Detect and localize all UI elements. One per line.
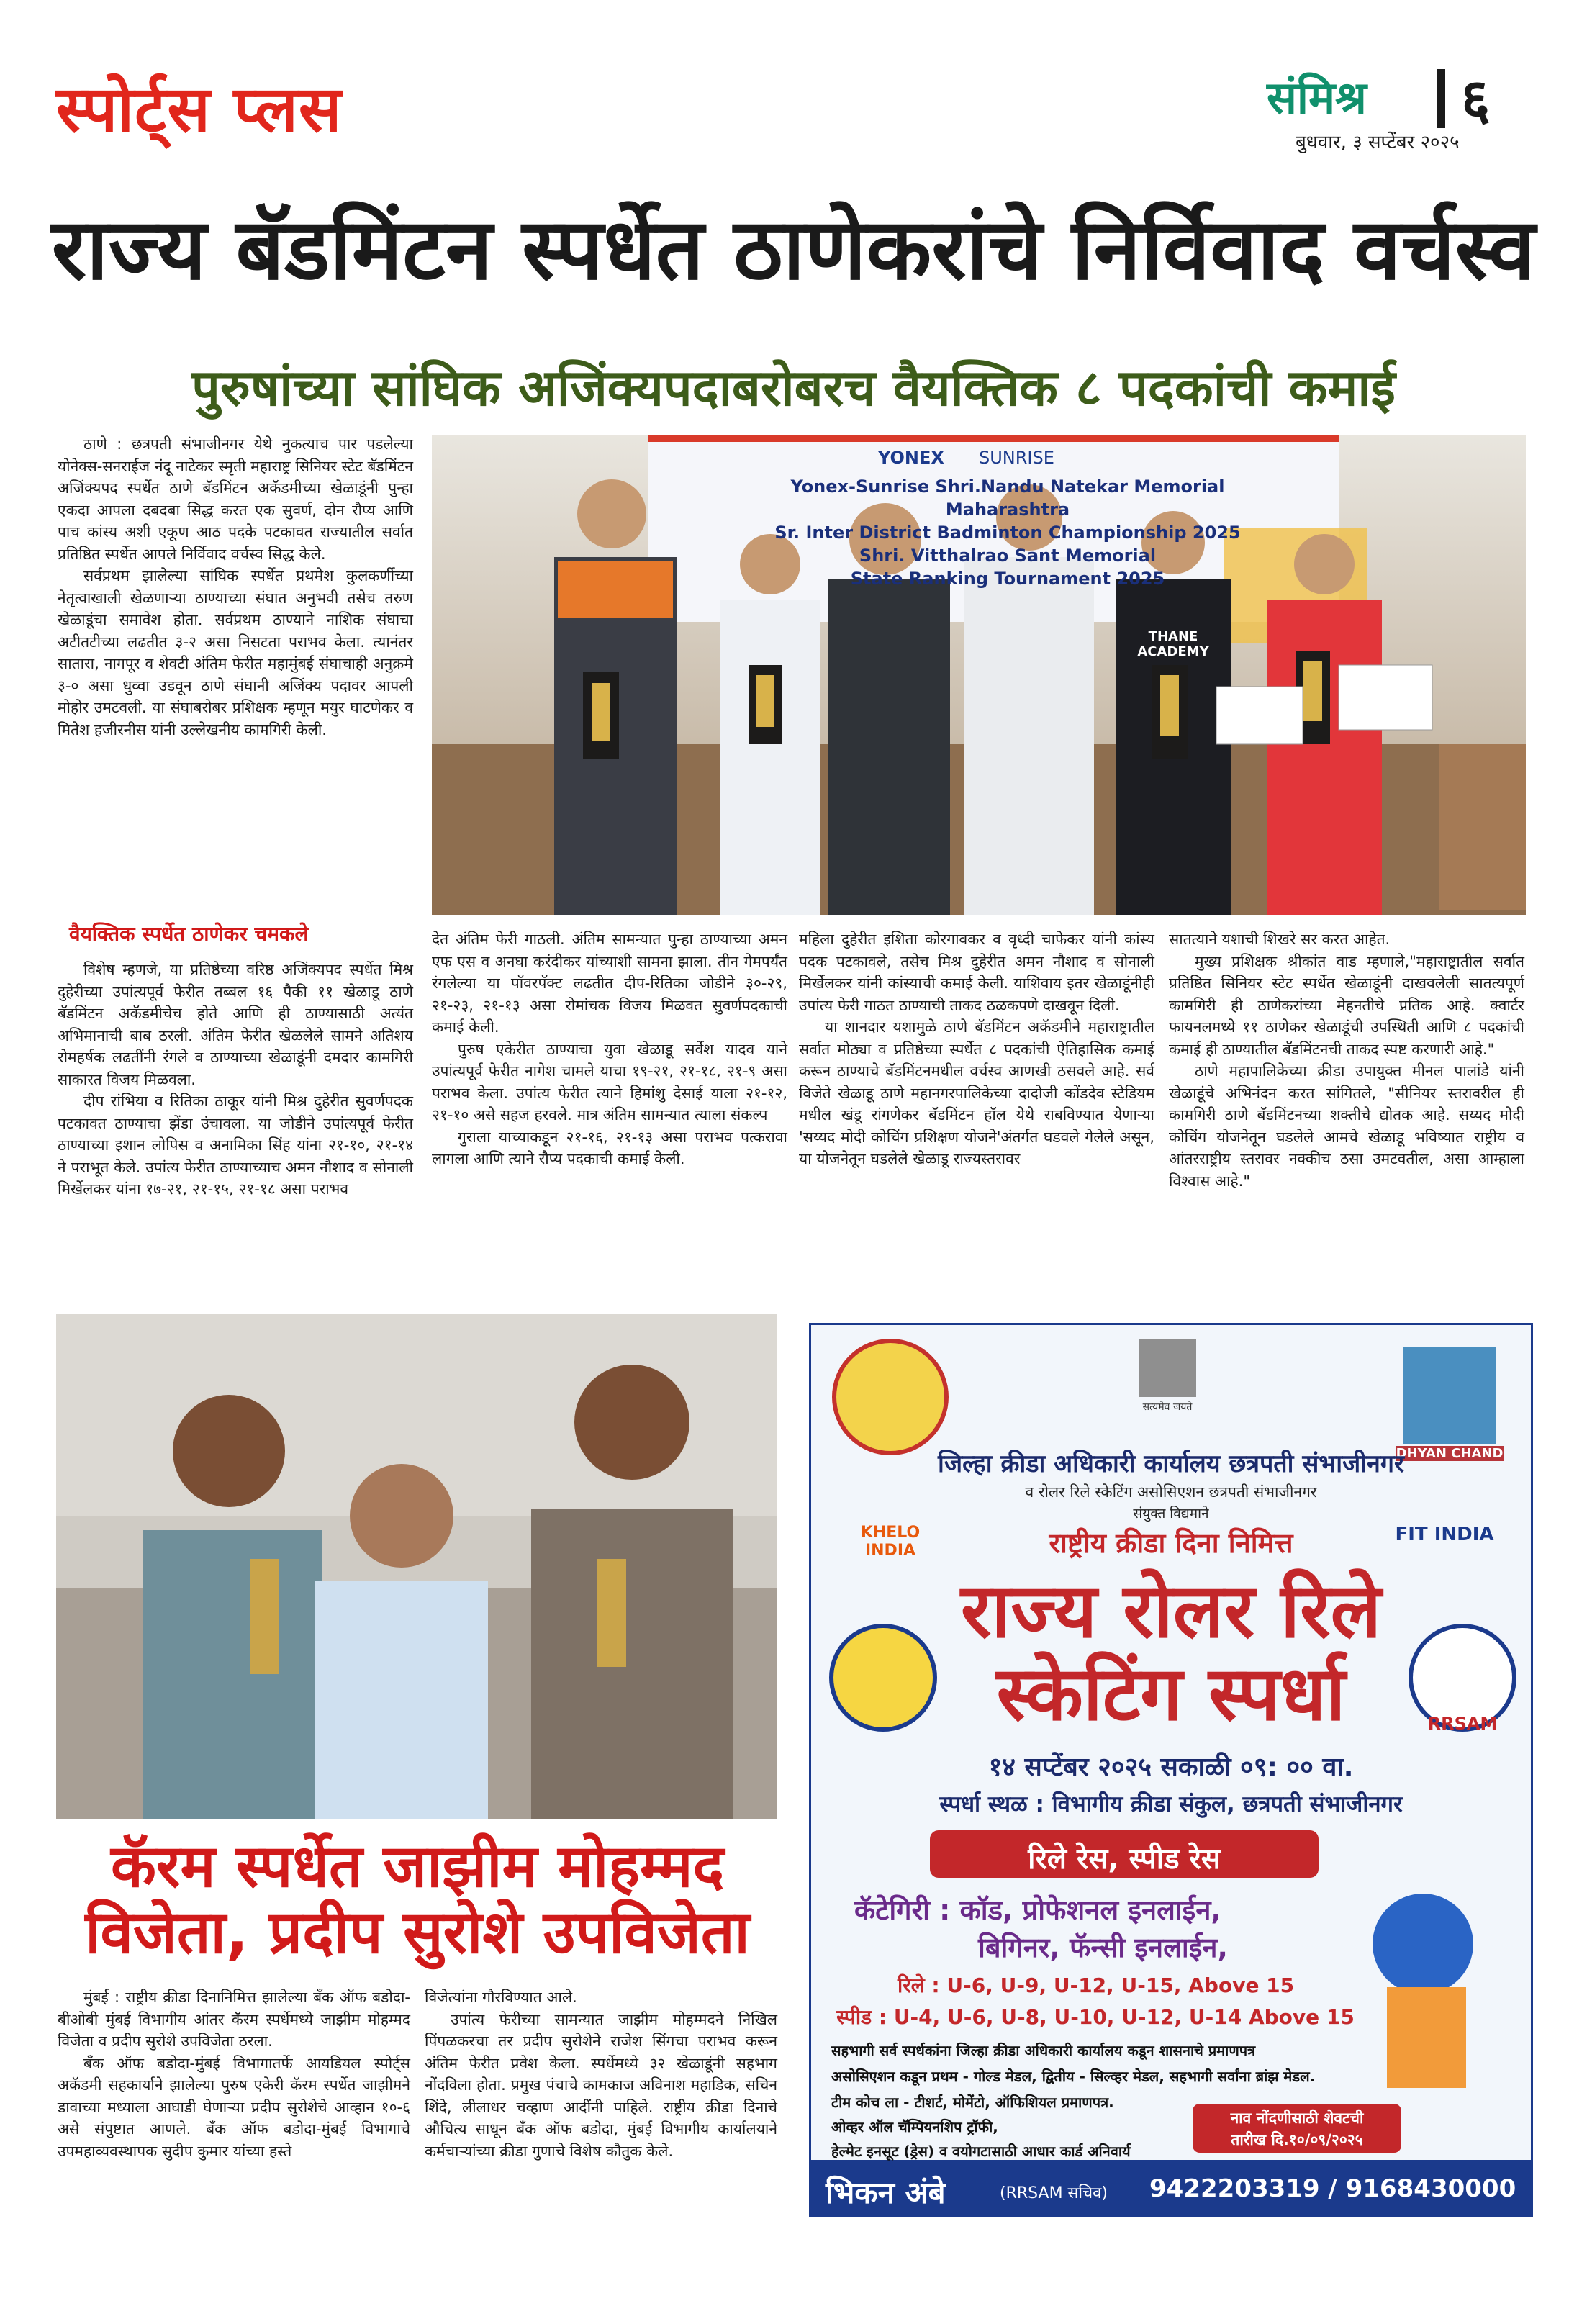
- dateline: बुधवार, ३ सप्टेंबर २०२५: [1296, 132, 1460, 153]
- paragraph: गुराला याच्याकडून २१-१६, २१-१३ असा पराभव पत्करावा लागला आणि त्याने रौप्य पदकाची कमाई केली.: [432, 1128, 787, 1167]
- sponsor-yonex: YONEX: [878, 448, 944, 468]
- poster-joint: संयुक्त विद्यमाने: [1133, 1506, 1209, 1522]
- skating-event-poster: [809, 1323, 1533, 2217]
- paragraph: ठाणे महापालिकेच्या क्रीडा उपायुक्त मीनल पालांडे यांनी खेळाडूंचे अभिनंदन करत सांगितले, "सीनियर स्तरावरील ही कामगिरी ठाणे बॅडमिंटनच्या शक्तीचे द्योतक आहे. सय्यद मोदी कोचिंग योजनेतून घडलेले आमचे खेळाडू भविष्यात राष्ट्रीय व आंतरराष्ट्रीय स्तरावर नक्कीच ठसा उमटवतील, असा आम्हाला विश्वास आहे.": [1169, 1062, 1524, 1190]
- masthead-divider: [1437, 69, 1445, 128]
- paragraph: दीप रांभिया व रितिका ठाकूर यांनी मिश्र दुहेरीत सुवर्णपदक पटकावत ठाण्याचा झेंडा उंचावला. या जोडीने उपांत्यपूर्व फेरीत ठाण्याच्या इशान लोपिस व अनामिका सिंह यांना २१-१०, २१-१४ ने पराभूत केले. उपांत्य फेरीत ठाण्याच्याच अमन नौशाद व सोनाली मिर्खेलकर यांना १७-२१, २१-१५, २१-१८ असा पराभव: [58, 1093, 413, 1198]
- poster-occasion: राष्ट्रीय क्रीडा दिना निमित्त: [1049, 1527, 1293, 1559]
- poster-relay-ages: रिले : U-6, U-9, U-12, U-15, Above 15: [898, 1973, 1295, 1997]
- paragraph: पुरुष एकेरीत ठाण्याचा युवा खेळाडू सर्वेश यादव याने उपांत्यपूर्व फेरीत नागेश चामले याचा १९-२१, २१-१८, २१-९ असा पराभव केला. उपांत्य फेरीत त्याने हिमांशु देसाई याला २१-१२, २१-१० असे सहज हरवले. मात्र अंतिम सामन्यात त्याला संकल्प: [432, 1040, 787, 1123]
- page-number: ६: [1461, 68, 1491, 132]
- paragraph: बँक ऑफ बडोदा-मुंबई विभागातर्फे आयडियल स्पोर्ट्स अकॅडमी सहकार्याने झालेल्या पुरुष एकेरी कॅरम स्पर्धेत जाझीमने डावाच्या मध्याला आघाडी घेणाऱ्या प्रदीप सुरोशेचे आव्हान १०-६ असे संपुष्टात आणले. बँक ऑफ बडोदा-मुंबई विभागाचे उपमहाव्यवस्थापक सुदीप कुमार यांच्या हस्ते: [58, 2054, 410, 2160]
- paragraph: सातत्याने यशाची शिखरे सर करत आहेत.: [1169, 931, 1391, 948]
- poster-category-line2: बिगिनर, फॅन्सी इनलाईन,: [978, 1932, 1228, 1963]
- poster-category-line1: कॅटेगिरी : कॉड, प्रोफेशनल इनलाईन,: [854, 1894, 1221, 1926]
- paragraph: देत अंतिम फेरी गाठली. अंतिम सामन्यात पुन्हा ठाण्याच्या अमन एफ एस व अनघा करंदीकर यांच्याशी सामना झाला. तीन गेमपर्यंत रंगलेल्या या पॉवरपॅक्ट लढतीत दीप-रितिका जोडीने ३०-२९, २१-२३, २१-१३ असा रोमांचक विजय मिळवत सुवर्णपदकाची कमाई केली.: [432, 931, 787, 1036]
- poster-venue: स्पर्धा स्थळ : विभागीय क्रीडा संकुल, छत्रपती संभाजीनगर: [939, 1791, 1403, 1817]
- paragraph: मुख्य प्रशिक्षक श्रीकांत वाड म्हणाले,"महाराष्ट्रातील सर्वात प्रतिष्ठित सिनियर स्टेट स्पर्धेत खेळाडूंनी दाखवलेली सातत्यपूर्ण कामगिरी ही ठाणेकरांच्या मेहनतीचे प्रतिक आहे. क्वार्टर फायनलमध्ये ११ ठाणेकर खेळाडूंची उपस्थिती आणि ८ पदकांची कमाई ही ठाण्यातील बॅडमिंटनची ताकद स्पष्ट करणारी आहे.": [1169, 952, 1524, 1058]
- story-subheading: वैयक्तिक स्पर्धेत ठाणेकर चमकले: [69, 922, 309, 946]
- poster-title-line1: राज्य रोलर रिले: [960, 1567, 1382, 1655]
- deadline-line1: नाव नोंदणीसाठी शेवटची: [1230, 2110, 1364, 2127]
- paragraph: विशेष म्हणजे, या प्रतिष्ठेच्या वरिष्ठ अजिंक्यपद स्पर्धेत मिश्र दुहेरीच्या उपांत्यपूर्व फेरीत तब्बल १६ पैकी ११ खेळाडू ठाणे बॅडमिंटन अकॅडमीचेच होते आणि ही ठाण्यासाठी अत्यंत अभिमानाची बाब ठरली. अंतिम फेरीत खेळलेले सामने अतिशय रोमहर्षक लढतींनी रंगले व ठाण्याच्या खेळाडूंनी दमदार कामगिरी साकारत विजय मिळवला.: [58, 961, 413, 1088]
- main-story-col4: [1169, 928, 1524, 1192]
- main-story-col3: [799, 928, 1154, 1170]
- paragraph: मुंबई : राष्ट्रीय क्रीडा दिनानिमित्त झालेल्या बँक ऑफ बडोदा-बीओबी मुंबई विभागीय आंतर कॅरम स्पर्धेमध्ये जाझीम मोहम्मद विजेता व प्रदीप सुरोशे उपविजेता ठरला.: [58, 1989, 410, 2050]
- contact-role: (RRSAM सचिव): [1000, 2184, 1108, 2202]
- rrsam-logo: RRSAM: [1427, 1714, 1498, 1734]
- banner-line1: Yonex-Sunrise Shri.Nandu Natekar Memorial: [790, 476, 1225, 497]
- main-story-col1-bottom: [58, 959, 413, 1201]
- sponsor-sunrise: SUNRISE: [979, 448, 1054, 468]
- banner-line4: Shri. Vitthalrao Sant Memorial: [859, 546, 1157, 566]
- contact-name: भिकन अंबे: [826, 2175, 946, 2210]
- contact-phones: 9422203319 / 9168430000: [1149, 2174, 1516, 2203]
- jersey-text: THANE ACADEMY: [1137, 629, 1209, 659]
- poster-bullet: हेल्मेट इनसूट (ड्रेस) व वयोगटासाठी आधार कार्ड अनिवार्य: [831, 2143, 1131, 2160]
- poster-bullet: असोसिएशन कडून प्रथम - गोल्ड मेडल, द्वितीय - सिल्व्हर मेडल, सहभागी सर्वांना ब्रांझ मेडल.: [831, 2068, 1316, 2085]
- paragraph: उपांत्य फेरीच्या सामन्यात जाझीम मोहम्मदने निखिल पिंपळकरचा तर प्रदीप सुरोशेने राजेश सिंगचा पराभव करून अंतिम फेरीत प्रवेश केला. स्पर्धेमध्ये ३२ खेळाडूंनी सहभाग नोंदविला होता. प्रमुख पंचाचे कामकाज अविनाश महाडिक, सचिन शिंदे, लीलाधर चव्हाण आदींनी पाहिले. राष्ट्रीय क्रीडा दिनाचे औचित्य साधून बँक ऑफ बडोदा, मुंबई विभागीय कार्यालयाने कर्मचाऱ्यांच्या क्रीडा गुणाचे विशेष कौतुक केले.: [425, 2010, 777, 2160]
- carom-headline: [58, 1834, 777, 1966]
- main-headline: राज्य बॅडमिंटन स्पर्धेत ठाणेकरांचे निर्विवाद वर्चस्व: [51, 199, 1536, 299]
- main-story-col2: [432, 928, 787, 1170]
- carom-story-col2: [425, 1986, 777, 2162]
- main-subheadline: पुरुषांच्या सांघिक अजिंक्यपदाबरोबरच वैयक्तिक ८ पदकांची कमाई: [191, 358, 1396, 417]
- poster-speed-ages: स्पीड : U-4, U-6, U-8, U-10, U-12, U-14 Above 15: [836, 2005, 1355, 2029]
- poster-bullet: ओव्हर ऑल चॅम्पियनशिप ट्रॉफी,: [831, 2118, 998, 2135]
- poster-title-line2: स्केटिंग स्पर्धा: [996, 1650, 1346, 1737]
- banner-line5: State Ranking Tournament 2025: [850, 569, 1165, 589]
- carom-winners-photo: [56, 1314, 777, 1819]
- banner-line2: Maharashtra: [945, 499, 1070, 520]
- poster-bullet: टीम कोच ला - टीशर्ट, मोमेंटो, ऑफिशियल प्रमाणपत्र.: [831, 2094, 1114, 2111]
- main-story-col1-top: [58, 433, 413, 741]
- banner-line3: Sr. Inter District Badminton Championship 2025: [774, 523, 1241, 543]
- khelo-india-logo: KHELO INDIA: [860, 1524, 921, 1560]
- carom-headline-line2: विजेता, प्रदीप सुरोशे उपविजेता: [85, 1898, 750, 1967]
- paragraph: विजेत्यांना गौरविण्यात आले.: [425, 1989, 577, 2006]
- section-name: संमिश्र: [1267, 71, 1367, 124]
- carom-story-col1: [58, 1986, 410, 2162]
- paragraph: ठाणे : छत्रपती संभाजीनगर येथे नुकत्याच पार पडलेल्या योनेक्स-सनराईज नंदू नाटेकर स्मृती महाराष्ट्र सिनियर स्टेट बॅडमिंटन अजिंक्यपद स्पर्धेत ठाणे बॅडमिंटन अकॅडमीच्या खेळाडूंनी पुन्हा एकदा आपला दबदबा सिद्ध करत एक सुवर्ण, दोन रौप्य आणि पाच कांस्य अशी एकूण आठ पदके पटकावत राज्यातील सर्वात प्रतिष्ठित स्पर्धेत आपले निर्विवाद वर्चस्व सिद्ध केले.: [58, 435, 413, 563]
- deadline-line2: तारीख दि.१०/०९/२०२५: [1231, 2131, 1363, 2148]
- paragraph: या शानदार यशामुळे ठाणे बॅडमिंटन अकॅडमीने महाराष्ट्रातील सर्वात मोठ्या व प्रतिष्ठेच्या स्पर्धेत ८ पदकांची ऐतिहासिक कमाई करून ठाण्याचे बॅडमिंटनमधील वर्चस्व आणखी ठसवले आहे. सर्व विजेते खेळाडू ठाणे महानगरपालिकेच्या दादोजी कोंडदेव स्टेडियम मधील खंडू रांगणेकर बॅडमिंटन हॉल येथे राबविण्यात येणाऱ्या 'सय्यद मोदी कोचिंग प्रशिक्षण योजने'अंतर्गत घडवले गेलेले असून, या योजनेतून घडलेले खेळाडू राज्यस्तरावर: [799, 1018, 1155, 1167]
- poster-office: जिल्हा क्रीडा अधिकारी कार्यालय छत्रपती संभाजीनगर: [938, 1450, 1404, 1478]
- fit-india-logo: FIT INDIA: [1395, 1524, 1494, 1545]
- badminton-team-photo: [432, 435, 1526, 915]
- poster-date: १४ सप्टेंबर २०२५ सकाळी ०९: ०० वा.: [988, 1753, 1354, 1782]
- dhyan-chand-label: DHYAN CHAND: [1396, 1446, 1504, 1461]
- poster-bullet: सहभागी सर्व स्पर्धकांना जिल्हा क्रीडा अधिकारी कार्यालय कडून शासनाचे प्रमाणपत्र: [831, 2042, 1256, 2059]
- paragraph: सर्वप्रथम झालेल्या सांघिक स्पर्धेत प्रथमेश कुलकर्णीच्या नेतृत्वाखाली खेळणाऱ्या ठाण्याच्या संघात अनुभवी तसेच तरुण खेळाडूंचा समावेश होता. सर्वप्रथम ठाण्याने नाशिक संघाचा अटीतटीच्या लढतीत ३-२ असा निसटता पराभव केला. त्यानंतर सातारा, नागपूर व शेवटी अंतिम फेरीत महामुंबई संघाचाही अनुक्रमे ३-० असा धुव्वा उडवून ठाणे संघानी अजिंक्य पदावर आपली मोहोर उमटवली. या संघाबरोबर प्रशिक्षक म्हणून मयुर घाटणेकर व मितेश हजीरनीस यांनी उल्लेखनीय कामगिरी केली.: [58, 567, 413, 738]
- poster-races: रिले रेस, स्पीड रेस: [1028, 1843, 1221, 1876]
- brand-logo: स्पोर्ट्स प्लस: [56, 72, 343, 146]
- carom-headline-line1: कॅरम स्पर्धेत जाझीम मोहम्मद: [110, 1832, 725, 1901]
- paragraph: महिला दुहेरीत इशिता कोरगावकर व वृध्दी चाफेकर यांनी कांस्य पदक पटकावले, तसेच मिश्र दुहेरीत अमन नौशाद व सोनाली मिर्खेलकर यांनी कांस्याची कमाई केली. याशिवाय इतर खेळाडूंनीही उपांत्य फेरी गाठत ठाण्याची ताकद ठळकपणे दाखवून दिली.: [799, 931, 1154, 1014]
- poster-assoc: व रोलर रिले स्केटिंग असोसिएशन छत्रपती संभाजीनगर: [1025, 1483, 1317, 1501]
- emblem-caption: सत्यमेव जयते: [1142, 1401, 1193, 1413]
